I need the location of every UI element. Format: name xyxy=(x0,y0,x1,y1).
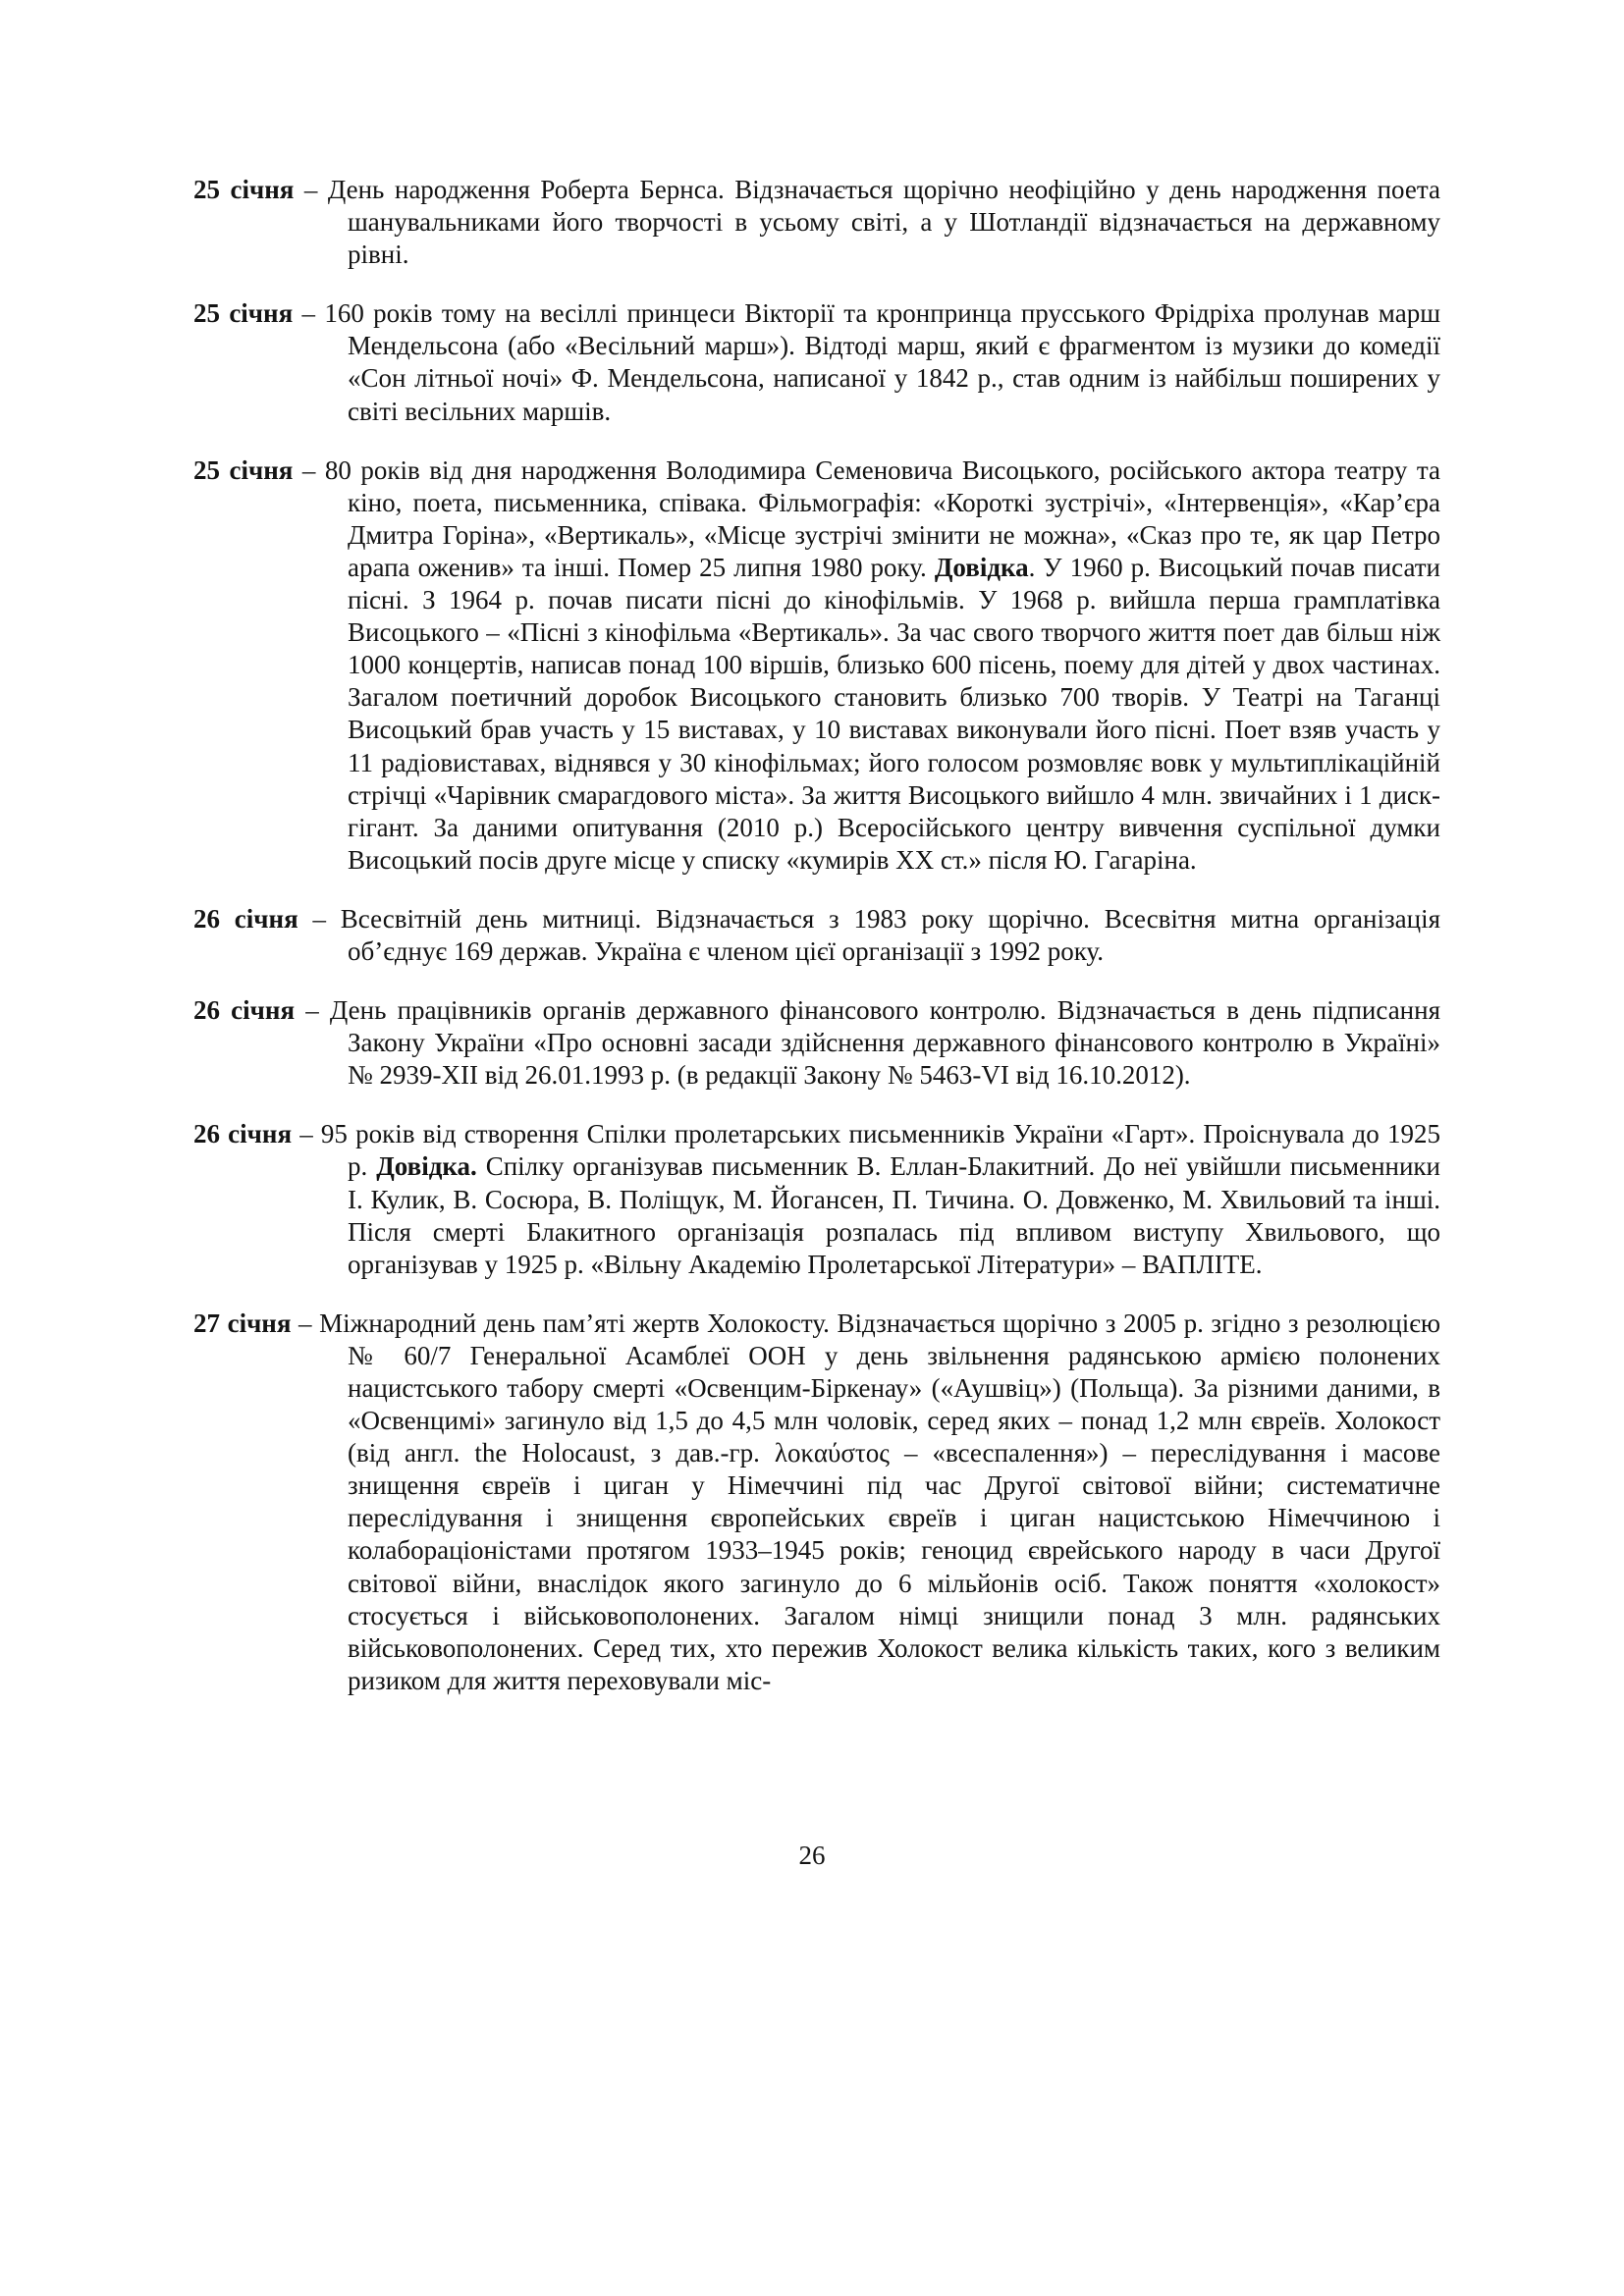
calendar-entries xyxy=(193,147,1440,1712)
entry-hart-union xyxy=(193,1118,1440,1280)
entry-date: 26 січня xyxy=(193,995,296,1026)
entry-customs-day xyxy=(193,903,1440,968)
page-number: 26 xyxy=(798,1841,826,1870)
entry-date: 25 січня xyxy=(193,298,294,329)
entry-financial-control xyxy=(193,994,1440,1092)
entry-dash: – xyxy=(295,995,330,1026)
note-text: Спілку організував письменник В. Еллан-Блакитний. До неї увійшли письменники І. Кулик, В. Сосюра, В. Поліщук, М. Йогансен, П. Тичина. О. Довженко, М. Хвильовий та інші. Після смерті Блакитного організація розпалась під впливом виступу Хвильового, що організував у 1925 р. «Вільну Академію Пролетарської Літератури» – ВАПЛІТЕ. xyxy=(348,1151,1440,1279)
entry-holocaust-remembrance xyxy=(193,1308,1440,1697)
entry-date: 26 січня xyxy=(193,903,298,934)
entry-text: День працівників органів державного фінансового контролю. Відзначається в день підписання Закону України «Про основні засади здійснення державного фінансового контролю в Україні» № 2939-XII від 26.01.1993 р. (в редакції Закону № 5463-VI від 16.10.2012). xyxy=(329,995,1440,1091)
entry-mendelssohn-march xyxy=(193,297,1440,427)
entry-dash: – xyxy=(293,454,325,485)
entry-text: 160 років тому на весіллі принцеси Вікторії та кронпринца прусського Фрідріха пролунав марш Мендельсона (або «Весільний марш»). Відтоді марш, який є фрагментом із музики до комедії «Сон літньої ночі» Ф. Мендельсона, написаної у 1842 р., став одним із найбільш поширених у світі весільних маршів. xyxy=(324,298,1440,426)
entry-dash: – xyxy=(293,298,325,329)
entry-text: Всесвітній день митниці. Відзначається з 1983 року щорічно. Всесвітня митна організація об’єднує 169 держав. Україна є членом цієї організації з 1992 року. xyxy=(340,903,1440,966)
entry-text: 80 років від дня народження Володимира Семеновича Висоцького, російського актора театру та кіно, поета, письменника, співака. Фільмографія: «Короткі зустрічі», «Інтервенція», «Кар’єра Дмитра Горіна», «Вертикаль», «Місце зустрічі змінити не можна», «Сказ про те, як цар Петро арапа оженив» та інші. Помер 25 липня 1980 року. xyxy=(324,454,1440,582)
entry-date: 25 січня xyxy=(193,175,295,204)
entry-text: День народження Роберта Бернса. Відзначається щорічно неофіційно у день народження поета шанувальниками його творчості в усьому світі, а у Шотландії відзначається на державному рівні. xyxy=(327,175,1440,270)
entry-date: 26 січня xyxy=(193,1119,293,1149)
entry-dash: – xyxy=(291,1308,320,1338)
entry-dash: – xyxy=(298,903,341,934)
entry-dash: – xyxy=(292,1119,321,1149)
entry-burns-birthday xyxy=(193,174,1440,271)
entry-text: Міжнародний день пам’яті жертв Холокосту. Відзначається щорічно з 2005 р. згідно з резолюцією № 60/7 Генеральної Асамблеї ООН у день звільнення радянською армією полонених нацистського табору смерті «Освенцим-Біркенау» («Аушвіц») (Польща). За різними даними, в «Освенцимі» загинуло від 1,5 до 4,5 млн чоловік, серед яких – понад 1,2 млн євреїв. Холокост (від англ. the Holocaust, з дав.-гр. λοκαύστος – «всеспалення») – переслідування і масове знищення євреїв і циган у Німеччині під час Другої світової війни; систематичне переслідування і знищення європейських євреїв і циган нацистською Німеччиною і колабораціоністами протягом 1933–1945 років; геноцид єврейського народу в часи Другої світової війни, внаслідок якого загинуло до 6 мільйонів осіб. Також поняття «холокост» стосується і військовополонених. Загалом німці знищили понад 3 млн. радянських військовополонених. Серед тих, хто пережив Холокост велика кількість таких, кого з великим ризиком для життя переховували міс- xyxy=(319,1308,1441,1695)
entry-date: 25 січня xyxy=(193,454,294,485)
entry-date: 27 січня xyxy=(193,1308,292,1338)
entry-text: 95 років від створення Спілки пролетарських письменників України «Гарт». Проіснувала до 1925 р. xyxy=(320,1119,1440,1182)
note-label: Довідка xyxy=(934,552,1029,582)
entry-dash: – xyxy=(294,175,328,204)
entry-vysotsky xyxy=(193,454,1440,877)
note-label: Довідка. xyxy=(376,1151,477,1182)
note-text: . У 1960 р. Висоцький почав писати пісні. З 1964 р. почав писати пісні до кінофільмів. У 1968 р. вийшла перша грамплатівка Висоцького – «Пісні з кінофільма «Вертикаль». За час свого творчого життя поет дав більш ніж 1000 концертів, написав понад 100 віршів, близько 600 пісень, поему для дітей у двох частинах. Загалом поетичний доробок Висоцького становить близько 700 творів. У Театрі на Таганці Висоцький брав участь у 15 виставах, у 10 виставах виконували його пісні. Поет взяв участь у 11 радіовиставах, віднявся у 30 кінофільмах; його голосом розмовляє вовк у мультиплікаційній стрічці «Чарівник смарагдового міста». За життя Висоцького вийшло 4 млн. звичайних і 1 диск-гігант. За даними опитування (2010 р.) Всеросійського центру вивчення суспільної думки Висоцький посів друге місце у списку «кумирів XX ст.» після Ю. Гагаріна. xyxy=(348,552,1440,875)
